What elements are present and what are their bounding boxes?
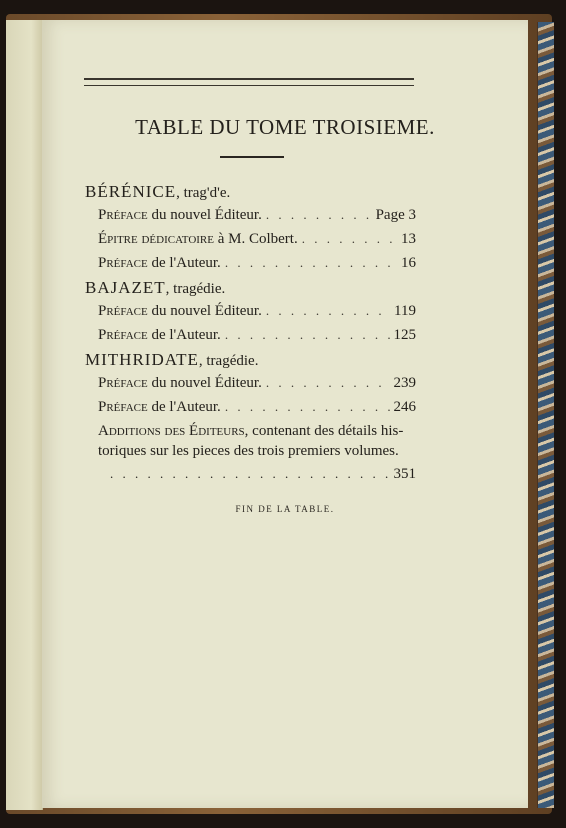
toc-entry (98, 327, 416, 344)
entry-page-number: 16 (401, 255, 416, 271)
toc-entry-additions-page (110, 466, 416, 483)
entry-label-text: de l'Auteur. (147, 255, 221, 271)
entry-page-number: 351 (393, 466, 416, 482)
entry-label-heading: Préface (98, 303, 148, 319)
entry-label-heading: Préface (98, 207, 148, 223)
play-genre: , trag'd'e. (176, 185, 231, 201)
toc-entry (98, 231, 416, 248)
entry-label-heading: Additions des Éditeurs (98, 423, 245, 439)
toc-entry (98, 375, 416, 392)
leader-dots (266, 375, 390, 391)
entry-label-text: , contenant des détails his- (244, 423, 404, 439)
entry-label-text: du nouvel Éditeur. (147, 207, 262, 223)
entry-label-heading: Préface (98, 375, 148, 391)
leader-dots (225, 327, 390, 343)
play-heading-mithridate (85, 350, 258, 370)
entry-label-text: de l'Auteur. (147, 327, 221, 343)
entry-page-number: Page 3 (375, 207, 416, 223)
entry-label-continuation: toriques sur les pieces des trois premiers volumes. (98, 443, 399, 459)
entry-label-heading: Préface (98, 255, 148, 271)
entry-label-heading: Préface (98, 399, 148, 415)
entry-label-text: du nouvel Éditeur. (147, 375, 262, 391)
marbled-endpaper (537, 22, 554, 808)
leader-dots (266, 303, 390, 319)
toc-entry (98, 399, 416, 416)
facing-page-edge (6, 20, 43, 810)
book-page (42, 20, 528, 808)
entry-page-number: 125 (393, 327, 416, 343)
page-title: TABLE DU TOME TROISIEME. (135, 115, 435, 139)
entry-label-heading: Épitre dédicatoire (98, 231, 214, 247)
toc-entry-additions (98, 421, 420, 461)
play-heading-berenice (85, 182, 230, 202)
entry-page-number: 239 (393, 375, 416, 391)
leader-dots (225, 255, 397, 271)
leader-dots (110, 466, 390, 482)
entry-label-text: de l'Auteur. (147, 399, 221, 415)
play-genre: , tragédie. (165, 281, 226, 297)
entry-page-number: 246 (393, 399, 416, 415)
title-underline-rule (220, 156, 284, 158)
toc-entry (98, 207, 416, 224)
leader-dots (266, 207, 372, 223)
entry-label-text: du nouvel Éditeur. (147, 303, 262, 319)
play-heading-bajazet (85, 278, 225, 298)
decorative-double-rule (84, 78, 414, 86)
play-name: BAJAZET (85, 278, 166, 297)
toc-entry (98, 303, 416, 320)
play-name: MITHRIDATE (85, 350, 199, 369)
leader-dots (302, 231, 397, 247)
play-name: BÉRÉNICE (85, 182, 177, 201)
entry-label-heading: Préface (98, 327, 148, 343)
entry-page-number: 13 (401, 231, 416, 247)
toc-entry (98, 255, 416, 272)
entry-label-text: à M. Colbert. (213, 231, 298, 247)
end-of-table-note: FIN DE LA TABLE. (235, 504, 335, 514)
leader-dots (225, 399, 390, 415)
play-genre: , tragédie. (198, 353, 259, 369)
entry-page-number: 119 (394, 303, 416, 319)
